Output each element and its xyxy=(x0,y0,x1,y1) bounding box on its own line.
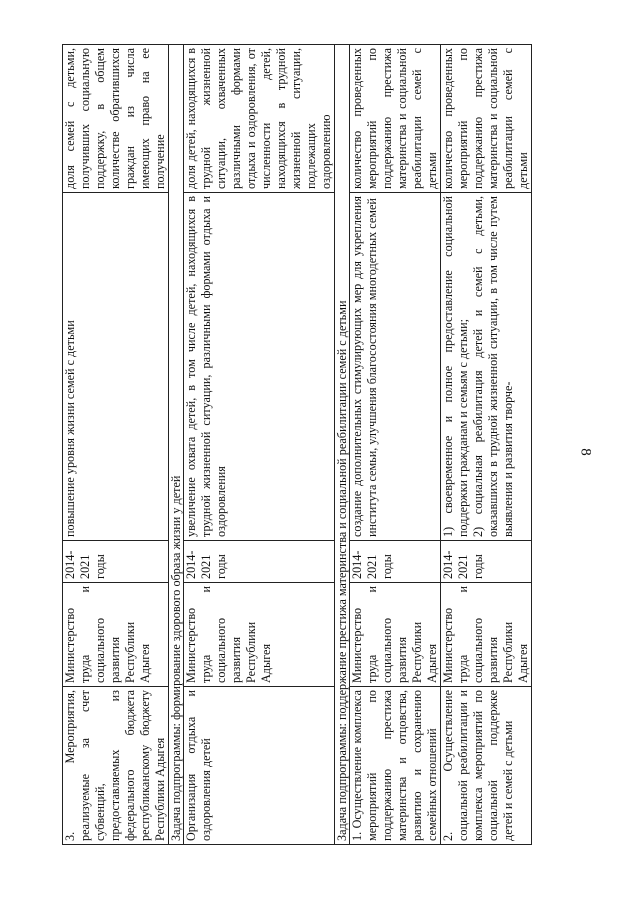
result-cell: повышение уровня жизни семей с детьми xyxy=(63,192,169,540)
indicator-cell: доля детей, находящихся в трудной жизненной ситуации, охваченных различными формами отдыха и оздоровления, от численности детей, находящихся в трудной жизненной ситуации, подлежащих оздоровлению xyxy=(184,44,335,192)
section-title-maternity: Задача подпрограммы: поддержание престижа материнства и социальной реабилитации семей с детьми xyxy=(335,44,350,844)
years-cell: 2014-2021 годы xyxy=(441,541,532,583)
executor-cell: Министерство труда и социального развития Республики Адыгея xyxy=(184,583,335,687)
measure-cell: Организация отдыха и оздоровления детей xyxy=(184,687,335,845)
indicator-cell: доля семей с детьми, получивших социальную поддержку, в общем количестве обратившихся граждан из числа имеющих право на ее получение xyxy=(63,44,169,192)
executor-cell: Министерство труда и социального развития Республики Адыгея xyxy=(350,583,441,687)
page-number: 8 xyxy=(577,448,594,456)
result-item-1: 1) своевременное и полное предоставление социальной поддержки гражданам и семьям с детьми; xyxy=(441,195,470,537)
table-row xyxy=(350,44,441,844)
table-row xyxy=(184,44,335,844)
measure-cell: 3. Мероприятия, реализуемые за счет субвенций, предоставляемых из федерального бюджета республиканскому бюджету Республики Адыгея xyxy=(63,687,169,845)
result-cell xyxy=(441,192,532,540)
indicator-cell: количество проведенных мероприятий по поддержанию престижа материнства и социальной реабилитации семей с детьми xyxy=(350,44,441,192)
rotated-table-page xyxy=(62,45,530,845)
measure-cell: 1. Осуществление комплекса мероприятий по поддержанию престижа материнства и отцовства, развитию и сохранению семейных отношений xyxy=(350,687,441,845)
section-title-health: Задача подпрограммы: формирование здорового образа жизни у детей xyxy=(169,44,184,844)
result-item-2: 2) социальная реабилитация детей и семей с детьми, оказавшихся в трудной жизненной ситуации, в том числе путем выявления и развития творче- xyxy=(471,195,515,537)
measure-cell: 2. Осуществление социальной реабилитации и комплекса мероприятий по социальной поддержке детей и семей с детьми xyxy=(441,687,532,845)
program-measures-table xyxy=(62,44,532,845)
result-cell: создание дополнительных стимулирующих мер для укрепления института семьи, улучшения благосостояния многодетных семей xyxy=(350,192,441,540)
table-row xyxy=(441,44,532,844)
years-cell: 2014-2021 годы xyxy=(350,541,441,583)
executor-cell: Министерство труда и социального развития Республики Адыгея xyxy=(63,583,169,687)
section-row xyxy=(335,44,350,844)
result-cell: увеличение охвата детей, в том числе детей, находящихся в трудной жизненной ситуации, различными формами отдыха и оздоровления xyxy=(184,192,335,540)
table-row xyxy=(63,44,169,844)
section-row xyxy=(169,44,184,844)
years-cell: 2014-2021 годы xyxy=(63,541,169,583)
years-cell: 2014-2021 годы xyxy=(184,541,335,583)
indicator-cell: количество проведенных мероприятий по поддержанию престижа материнства и социальной реабилитации семей с детьми xyxy=(441,44,532,192)
executor-cell: Министерство труда и социального развития Республики Адыгея xyxy=(441,583,532,687)
